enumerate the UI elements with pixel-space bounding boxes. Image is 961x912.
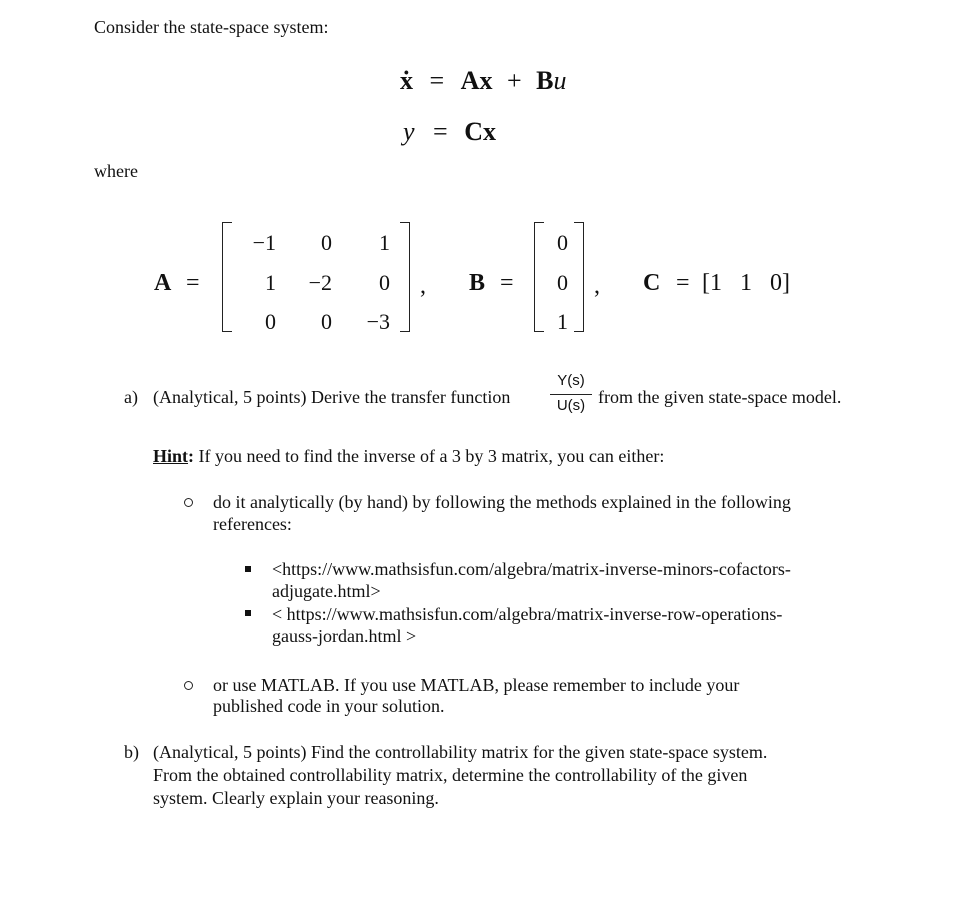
part-a-marker: a) — [124, 387, 138, 407]
reference-2-line-2: gauss-jordan.html > — [272, 626, 417, 646]
matrix-b-cell: 1 — [557, 309, 568, 334]
matrix-a-cell: −3 — [366, 309, 390, 334]
hint-line — [153, 445, 664, 467]
part-a-text: (Analytical, 5 points) Derive the transfer function — [153, 387, 511, 407]
square-bullet-icon — [245, 566, 251, 572]
hint-text: If you need to find the inverse of a 3 by 3 matrix, you can either: — [198, 446, 665, 466]
matrix-c-values: [1 1 0] — [702, 270, 790, 296]
b-term: B — [536, 66, 554, 95]
hint-label: Hint — [153, 446, 189, 466]
matrix-b-right-bracket — [574, 222, 584, 332]
intro-text: Consider the state-space system: — [94, 17, 329, 37]
option-2-line-1: or use MATLAB. If you use MATLAB, please remember to include your — [213, 675, 740, 695]
circle-bullet-icon — [184, 498, 193, 507]
matrix-a-cell: 0 — [321, 230, 332, 255]
part-b-line-1: (Analytical, 5 points) Find the controllability matrix for the given state-space system. — [153, 742, 768, 762]
matrix-a-cell: 0 — [379, 270, 390, 295]
matrix-b-cell: 0 — [557, 270, 568, 295]
matrix-a-cell: 0 — [265, 309, 276, 334]
option-1-line-2: references: — [213, 514, 292, 534]
part-b-line-2: From the obtained controllability matrix, determine the controllability of the given — [153, 765, 748, 785]
matrix-a-right-bracket — [400, 222, 410, 332]
matrix-a-cell: −1 — [252, 230, 276, 255]
matrix-b-cell: 0 — [557, 230, 568, 255]
part-b-marker: b) — [124, 742, 139, 762]
matrix-a-cell: 1 — [265, 270, 276, 295]
reference-1-line-1: <https://www.mathsisfun.com/algebra/matrix-inverse-minors-cofactors- — [272, 559, 791, 579]
state-equation — [400, 66, 566, 96]
matrix-c-equals: = — [676, 270, 690, 296]
cx-term: Cx — [464, 117, 496, 146]
reference-2-line-1: < https://www.mathsisfun.com/algebra/matrix-inverse-row-operations- — [272, 604, 783, 624]
part-a-text-end: from the given state-space model. — [598, 387, 842, 407]
reference-1-line-2: adjugate.html> — [272, 581, 381, 601]
matrix-a-left-bracket — [222, 222, 232, 332]
u-term: u — [553, 66, 567, 95]
matrix-a-equals: = — [186, 270, 200, 296]
matrix-a-label: A — [154, 270, 172, 296]
comma: , — [594, 273, 600, 299]
hint-colon: : — [188, 446, 195, 466]
matrix-b-label: B — [469, 270, 486, 296]
matrix-b-equals: = — [500, 270, 514, 296]
circle-bullet-icon — [184, 681, 193, 690]
where-text: where — [94, 161, 138, 181]
square-bullet-icon — [245, 610, 251, 616]
transfer-function-numerator: Y(s) — [557, 372, 585, 389]
part-b-line-3: system. Clearly explain your reasoning. — [153, 788, 439, 808]
matrix-a-cell: 0 — [321, 309, 332, 334]
xdot-symbol: ẋ — [400, 66, 413, 95]
y-symbol: y — [403, 117, 415, 146]
equals-sign-2: = — [433, 117, 448, 146]
option-2-line-2: published code in your solution. — [213, 696, 445, 716]
option-1-line-1: do it analytically (by hand) by following the methods explained in the following — [213, 492, 791, 512]
ax-term: Ax — [460, 66, 493, 95]
comma: , — [420, 273, 426, 299]
output-equation — [403, 117, 496, 147]
matrix-c-label: C — [643, 270, 661, 296]
matrix-a-cell: −2 — [308, 270, 332, 295]
equals-sign: = — [429, 66, 445, 95]
matrix-a-cell: 1 — [379, 230, 390, 255]
fraction-bar — [550, 394, 592, 395]
transfer-function-denominator: U(s) — [556, 397, 586, 414]
plus-sign: + — [506, 66, 522, 95]
